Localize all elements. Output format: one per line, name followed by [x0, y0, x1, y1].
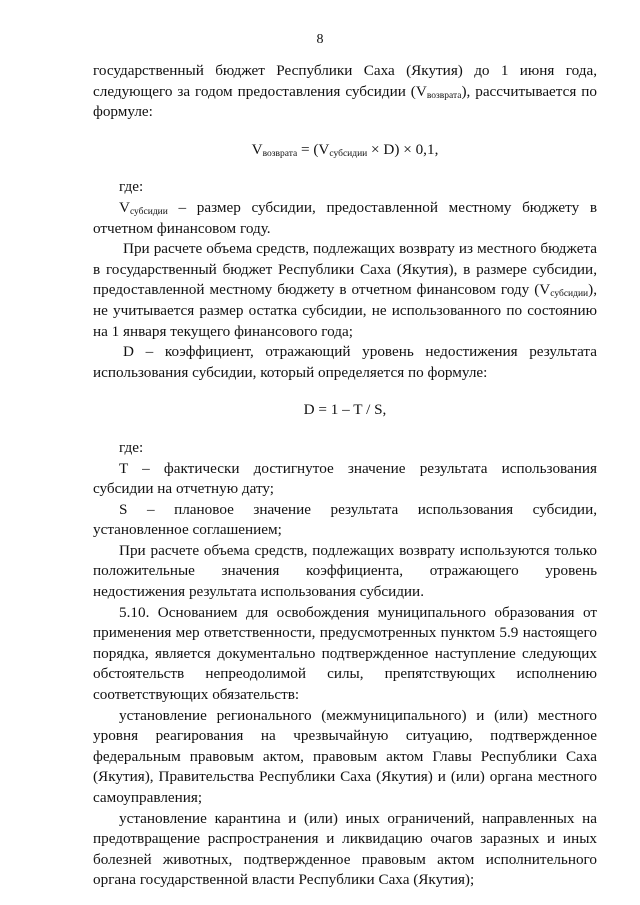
definition-v-subsidy: $V_{субсидии}$ – размер субсидии, предоставленной местному бюджету в отчетном финансовом году. [93, 198, 597, 237]
definition-d: D – коэффициент, отражающий уровень недостижения результата использования субсидии, который определяется по формуле: [93, 343, 597, 381]
where-label-1: где: [119, 178, 144, 196]
definition-t: T – фактически достигнутое значение результата использования субсидии на отчетную дату; [93, 459, 597, 498]
page-number: 8 [316, 32, 324, 47]
document-body [93, 61, 597, 891]
definition-s: S – плановое значение результата использования субсидии, установленное соглашением; [93, 500, 597, 539]
paragraph-calculation-1: При расчете объема средств, подлежащих возврату из местного бюджета в государственный бюджет Республики Саха (Якутия), в размере субсидии, предоставленной местному бюджету в отчетном финансовом году $(V_{субсидии})$, не учитывается размер остатка субсидии, не использованного по состоянию на 1 января текущего финансового года; [93, 240, 597, 340]
paragraph-refund-intro: государственный бюджет Республики Саха (Якутия) до 1 июня года, следующего за годом предоставления субсидии $(V_{возврата})$, рассчитывается по формуле: [93, 62, 598, 121]
paragraph-5-10: 5.10. Основанием для освобождения муниципального образования от применения мер ответственности, предусмотренных пунктом 5.9 настоящего порядка, является документально подтвержденное наступление следующих обстоятельств непреодолимой силы, препятствующих исполнению соответствующих обязательств: [93, 603, 597, 704]
paragraph-quarantine: установление карантина и (или) иных ограничений, направленных на предотвращение распространения и ликвидацию очагов заразных и иных болезней животных, подтвержденное правовым актом исполнительного органа государственной власти Республики Саха (Якутия); [93, 809, 597, 889]
formula-refund: $V_{возврата} = (V_{субсидии} \times D) \times 0,1$, [251, 140, 439, 159]
paragraph-calculation-2: При расчете объема средств, подлежащих возврату используются только положительные значения коэффициента, отражающего уровень недостижения результата использования субсидии. [93, 541, 597, 601]
where-label-2: где: [119, 438, 144, 456]
formula-d: D = 1 – T / S, [303, 401, 387, 419]
paragraph-emergency-response: установление регионального (межмуниципального) и (или) местного уровня реагирования на чрезвычайную ситуацию, подтвержденное федеральным правовым актом, правовым актом Главы Республики Саха (Якутия), Правительства Республики Саха (Якутия) и (или) органа местного самоуправления; [93, 706, 597, 806]
